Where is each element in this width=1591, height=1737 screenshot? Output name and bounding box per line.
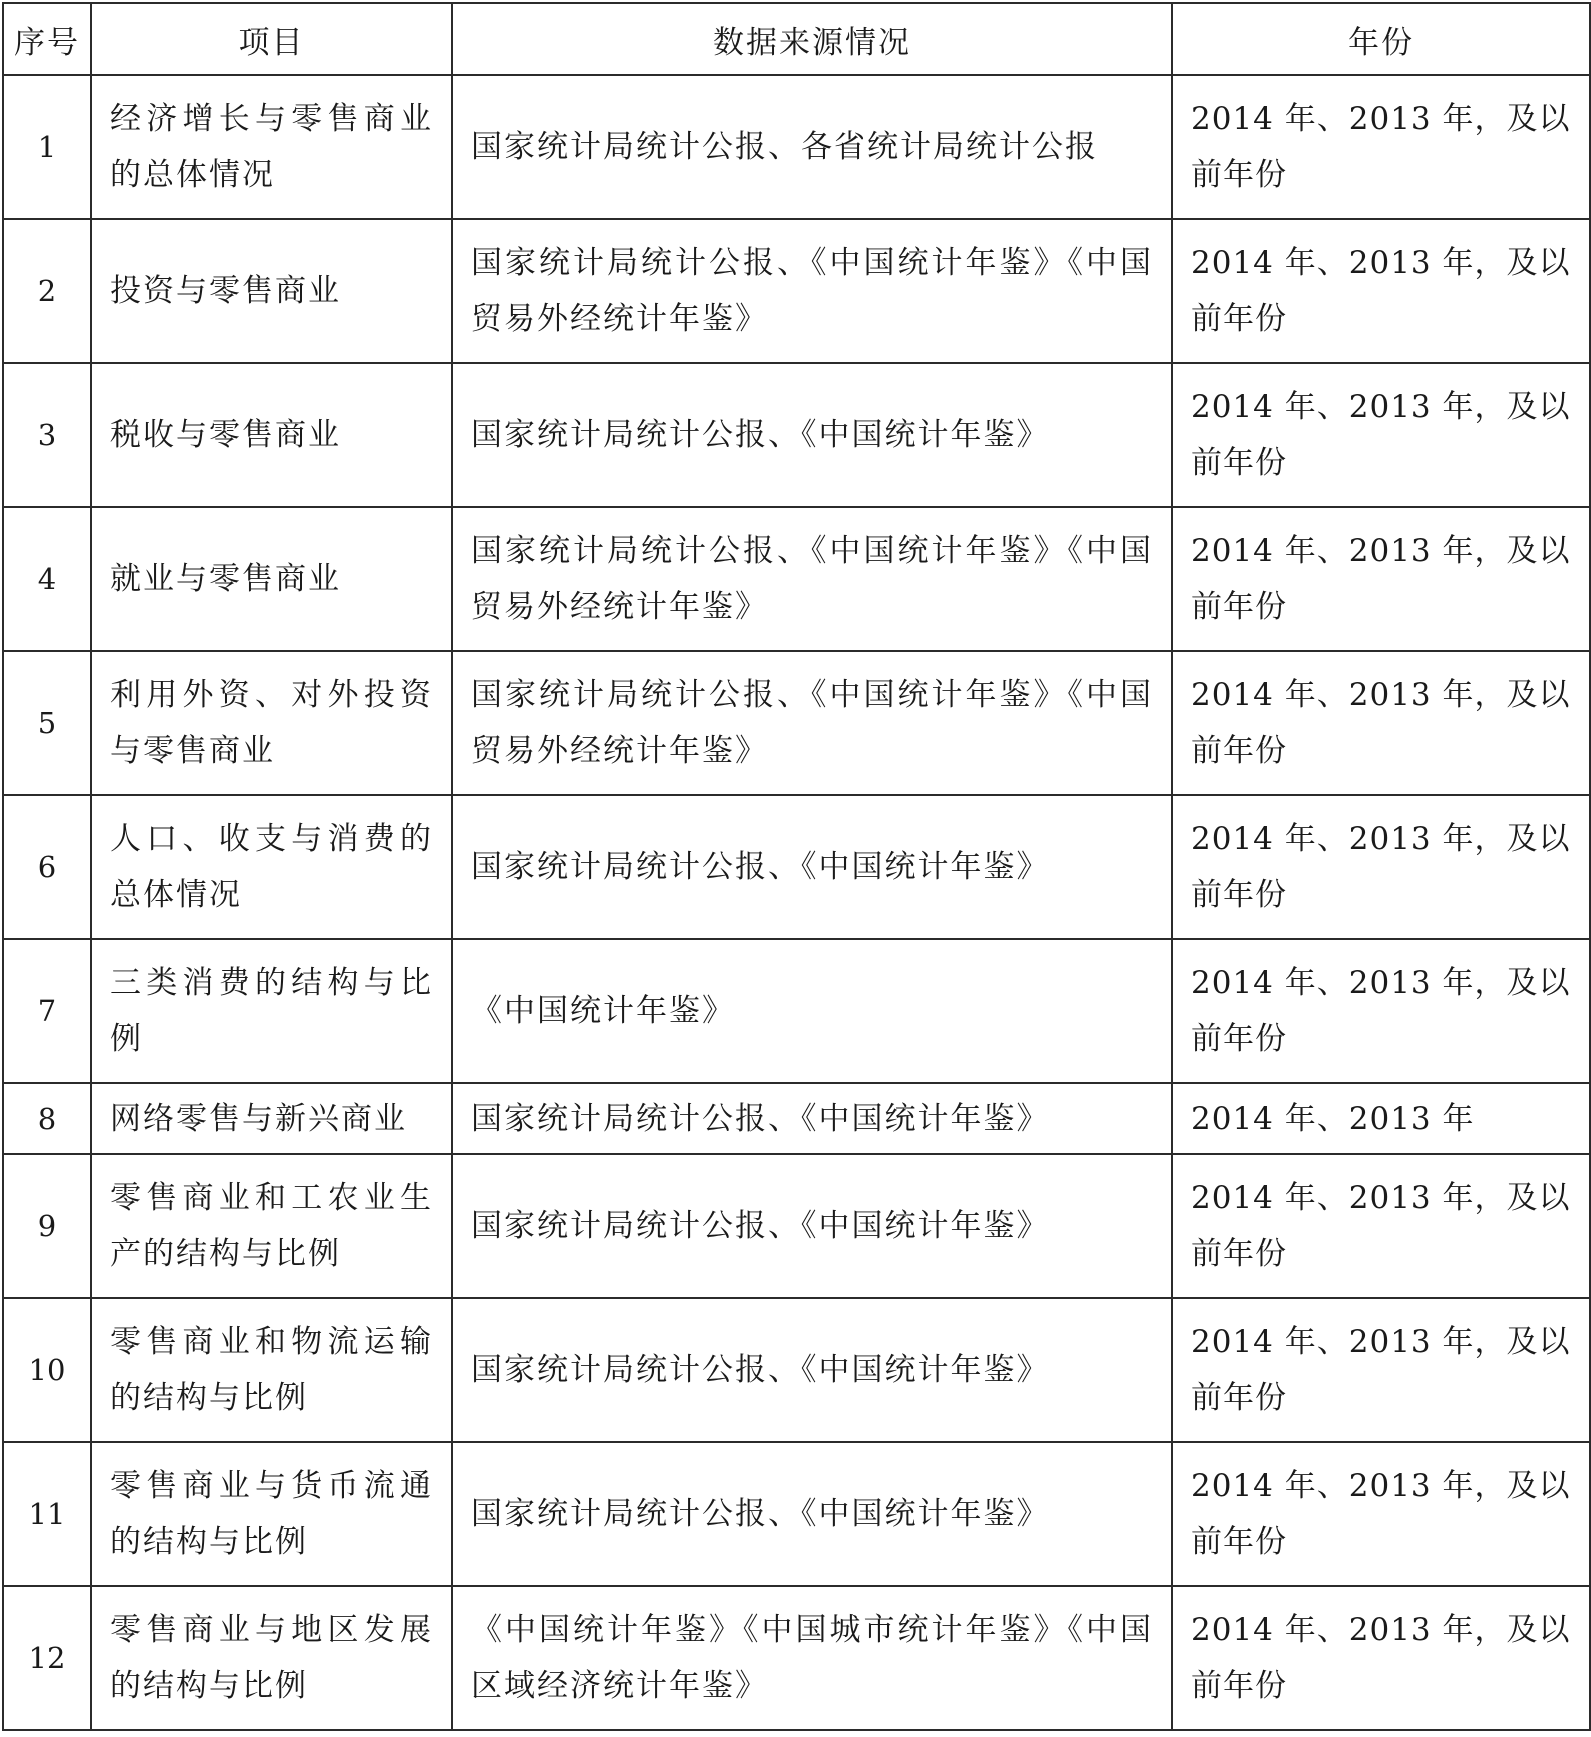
table-row <box>3 651 1590 795</box>
table-row <box>3 795 1590 939</box>
row-source: 国家统计局统计公报、《中国统计年鉴》 <box>452 1154 1172 1298</box>
row-year: 2014 年、2013 年，及以前年份 <box>1172 1442 1590 1586</box>
row-item: 零售商业和物流运输的结构与比例 <box>91 1298 452 1442</box>
row-year: 2014 年、2013 年 <box>1172 1083 1590 1154</box>
row-item: 就业与零售商业 <box>91 507 452 651</box>
row-number: 12 <box>3 1586 91 1730</box>
row-number: 5 <box>3 651 91 795</box>
row-item: 人口、收支与消费的总体情况 <box>91 795 452 939</box>
table-row <box>3 939 1590 1083</box>
row-source: 《中国统计年鉴》《中国城市统计年鉴》《中国区域经济统计年鉴》 <box>452 1586 1172 1730</box>
row-source: 《中国统计年鉴》 <box>452 939 1172 1083</box>
row-source: 国家统计局统计公报、《中国统计年鉴》 <box>452 363 1172 507</box>
table-row <box>3 219 1590 363</box>
table-row <box>3 1442 1590 1586</box>
row-item: 三类消费的结构与比例 <box>91 939 452 1083</box>
row-source: 国家统计局统计公报、各省统计局统计公报 <box>452 75 1172 219</box>
row-number: 7 <box>3 939 91 1083</box>
row-number: 4 <box>3 507 91 651</box>
table-row <box>3 1298 1590 1442</box>
row-source: 国家统计局统计公报、《中国统计年鉴》《中国贸易外经统计年鉴》 <box>452 651 1172 795</box>
row-year: 2014 年、2013 年，及以前年份 <box>1172 75 1590 219</box>
row-item: 利用外资、对外投资与零售商业 <box>91 651 452 795</box>
header-data-source: 数据来源情况 <box>452 3 1172 75</box>
row-year: 2014 年、2013 年，及以前年份 <box>1172 1298 1590 1442</box>
table-row <box>3 1083 1590 1154</box>
row-year: 2014 年、2013 年，及以前年份 <box>1172 219 1590 363</box>
header-year: 年份 <box>1172 3 1590 75</box>
table-row <box>3 75 1590 219</box>
row-item: 零售商业与地区发展的结构与比例 <box>91 1586 452 1730</box>
table-header-row <box>3 3 1590 75</box>
row-source: 国家统计局统计公报、《中国统计年鉴》《中国贸易外经统计年鉴》 <box>452 219 1172 363</box>
row-item: 零售商业和工农业生产的结构与比例 <box>91 1154 452 1298</box>
row-source: 国家统计局统计公报、《中国统计年鉴》 <box>452 1442 1172 1586</box>
row-year: 2014 年、2013 年，及以前年份 <box>1172 795 1590 939</box>
row-number: 1 <box>3 75 91 219</box>
row-year: 2014 年、2013 年，及以前年份 <box>1172 939 1590 1083</box>
table-row <box>3 363 1590 507</box>
table-row <box>3 1586 1590 1730</box>
row-item: 网络零售与新兴商业 <box>91 1083 452 1154</box>
row-year: 2014 年、2013 年，及以前年份 <box>1172 507 1590 651</box>
row-source: 国家统计局统计公报、《中国统计年鉴》 <box>452 1083 1172 1154</box>
row-source: 国家统计局统计公报、《中国统计年鉴》 <box>452 795 1172 939</box>
table-row <box>3 1154 1590 1298</box>
row-item: 零售商业与货币流通的结构与比例 <box>91 1442 452 1586</box>
row-number: 3 <box>3 363 91 507</box>
row-item: 经济增长与零售商业的总体情况 <box>91 75 452 219</box>
header-serial-number: 序号 <box>3 3 91 75</box>
header-item: 项目 <box>91 3 452 75</box>
row-year: 2014 年、2013 年，及以前年份 <box>1172 651 1590 795</box>
row-number: 2 <box>3 219 91 363</box>
row-item: 税收与零售商业 <box>91 363 452 507</box>
row-number: 6 <box>3 795 91 939</box>
row-source: 国家统计局统计公报、《中国统计年鉴》 <box>452 1298 1172 1442</box>
row-year: 2014 年、2013 年，及以前年份 <box>1172 1154 1590 1298</box>
row-source: 国家统计局统计公报、《中国统计年鉴》《中国贸易外经统计年鉴》 <box>452 507 1172 651</box>
row-item: 投资与零售商业 <box>91 219 452 363</box>
row-year: 2014 年、2013 年，及以前年份 <box>1172 1586 1590 1730</box>
row-number: 8 <box>3 1083 91 1154</box>
row-year: 2014 年、2013 年，及以前年份 <box>1172 363 1590 507</box>
table-row <box>3 507 1590 651</box>
row-number: 11 <box>3 1442 91 1586</box>
row-number: 9 <box>3 1154 91 1298</box>
data-source-table <box>2 2 1591 1731</box>
row-number: 10 <box>3 1298 91 1442</box>
